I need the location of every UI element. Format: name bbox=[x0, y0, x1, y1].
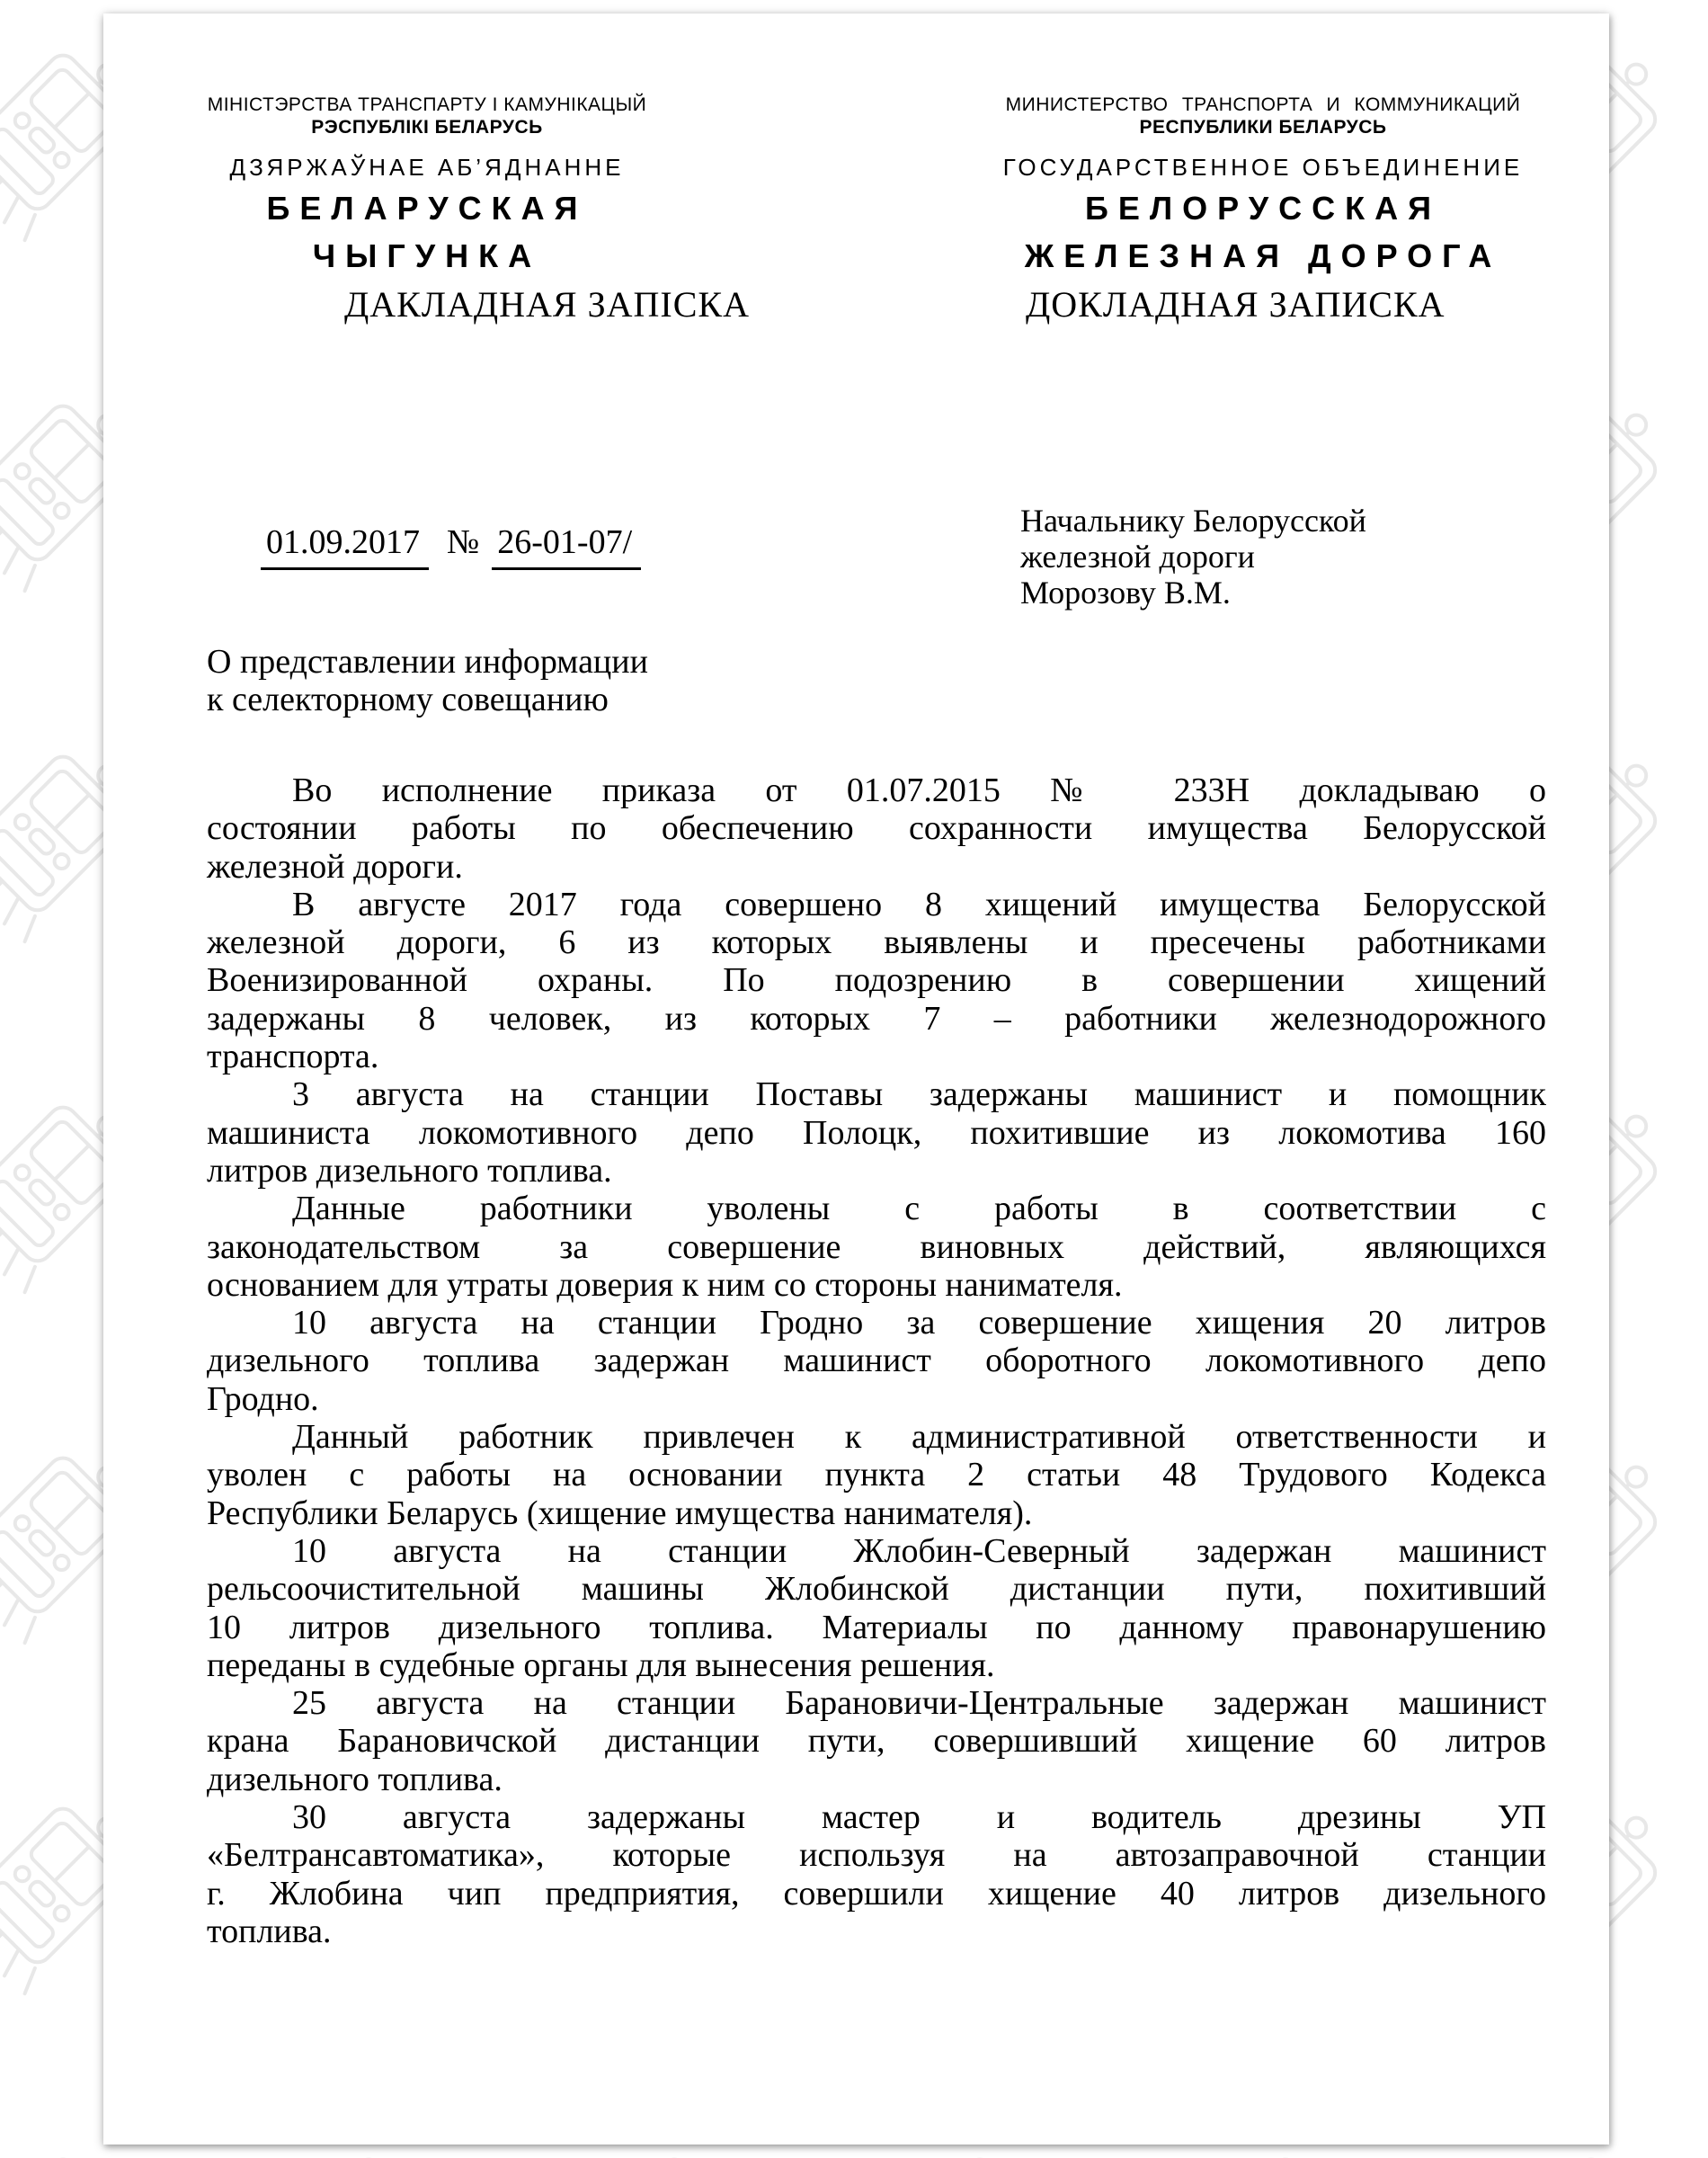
body-line: основанием для утраты доверия к ним со стороны нанимателя. bbox=[207, 1265, 1123, 1304]
body-line: транспорта. bbox=[207, 1038, 379, 1076]
body-line: уволен с работы на основании пункта 2 статьи 48 Трудового Кодекса bbox=[207, 1456, 1546, 1494]
org-type-line: ГОСУДАРСТВЕННОЕ ОБЪЕДИНЕНИЕ bbox=[1002, 153, 1524, 181]
addressee-line: Начальнику Белорусской bbox=[1020, 503, 1366, 539]
body-line: крана Барановичской дистанции пути, совершивший хищение 60 литров bbox=[207, 1722, 1546, 1761]
addressee-line: Морозову В.М. bbox=[1020, 575, 1231, 611]
subject-line: к селекторному совещанию bbox=[207, 681, 609, 718]
subject-line: О представлении информации bbox=[207, 643, 648, 681]
doc-type-title-belarusian: ДАКЛАДНАЯ ЗАПІСКА bbox=[344, 284, 750, 325]
body-line: законодательством за совершение виновных действий, являющихся bbox=[207, 1227, 1546, 1266]
body-line: 3 августа на станции Поставы задержаны машинист и помощник bbox=[292, 1075, 1546, 1114]
body-line: рельсоочистительной машины Жлобинской дистанции пути, похитивший bbox=[207, 1570, 1546, 1609]
body-line: дизельного топлива. bbox=[207, 1760, 503, 1798]
body-line: машиниста локомотивного депо Полоцк, похитившие из локомотива 160 bbox=[207, 1113, 1546, 1152]
letterhead-russian bbox=[989, 94, 1537, 276]
body-line: Военизированной охраны. По подозрению в совершении хищений bbox=[207, 961, 1546, 1000]
date-value: 01.09.2017 bbox=[261, 522, 429, 570]
body-line: Данные работники уволены с работы в соответствии с bbox=[292, 1190, 1546, 1228]
org-name-line: БЕЛОРУССКАЯ bbox=[1085, 190, 1441, 227]
number-value: 26-01-07/ bbox=[492, 522, 641, 570]
body-line: Во исполнение приказа от 01.07.2015 № 233Н докладываю о bbox=[292, 771, 1546, 809]
body-line: 30 августа задержаны мастер и водитель дрезины УП bbox=[292, 1798, 1546, 1837]
body-line: литров дизельного топлива. bbox=[207, 1151, 612, 1190]
org-type-line: ДЗЯРЖАЎНАЕ АБ’ЯДНАННЕ bbox=[229, 153, 625, 181]
ministry-country-line: РЕСПУБЛИКИ БЕЛАРУСЬ bbox=[1139, 116, 1387, 138]
org-name-line: ЖЕЛЕЗНАЯ ДОРОГА bbox=[1024, 237, 1502, 275]
body-line: Республики Беларусь (хищение имущества нанимателя). bbox=[207, 1494, 1033, 1532]
body-line: железной дороги, 6 из которых выявлены и пресечены работниками bbox=[207, 923, 1546, 962]
body-line: 10 августа на станции Жлобин-Северный задержан машинист bbox=[292, 1531, 1546, 1570]
number-sign: № bbox=[447, 523, 480, 561]
body-line: Гродно. bbox=[207, 1379, 319, 1418]
subject-block bbox=[207, 643, 648, 718]
body-line: 10 литров дизельного топлива. Материалы по данному правонарушению bbox=[207, 1608, 1546, 1646]
body-line: железной дороги. bbox=[207, 847, 463, 886]
body-line: 25 августа на станции Барановичи-Центральные задержан машинист bbox=[292, 1684, 1546, 1723]
body-line: В августе 2017 года совершено 8 хищений имущества Белорусской bbox=[292, 885, 1546, 923]
org-name-line: ЧЫГУНКА bbox=[312, 237, 542, 275]
ministry-line: МИНИСТЕРСТВО ТРАНСПОРТА И КОММУНИКАЦИЙ bbox=[1005, 94, 1521, 115]
body-line: состоянии работы по обеспечению сохранности имущества Белорусской bbox=[207, 809, 1546, 848]
body-line: 10 августа на станции Гродно за совершение хищения 20 литров bbox=[292, 1304, 1546, 1342]
body bbox=[207, 771, 1546, 1950]
date-number-line bbox=[261, 522, 641, 570]
addressee-block bbox=[1020, 503, 1366, 611]
body-line: переданы в судебные органы для вынесения решения. bbox=[207, 1645, 995, 1684]
body-line: «Белтрансавтоматика», которые используя на автозаправочной станции bbox=[207, 1836, 1546, 1875]
body-line: Данный работник привлечен к административной ответственности и bbox=[292, 1418, 1546, 1457]
body-line: г. Жлобина чип предприятия, совершили хищение 40 литров дизельного bbox=[207, 1874, 1546, 1913]
body-line: дизельного топлива задержан машинист оборотного локомотивного депо bbox=[207, 1342, 1546, 1380]
addressee-line: железной дороги bbox=[1020, 539, 1255, 575]
ministry-country-line: РЭСПУБЛІКІ БЕЛАРУСЬ bbox=[311, 116, 543, 138]
letterhead-belarusian bbox=[175, 94, 679, 276]
document-page bbox=[103, 13, 1609, 2145]
body-line: топлива. bbox=[207, 1912, 332, 1950]
org-name-line: БЕЛАРУСКАЯ bbox=[266, 190, 588, 227]
doc-type-title-russian: ДОКЛАДНАЯ ЗАПИСКА bbox=[1026, 284, 1446, 325]
ministry-line: МІНІСТЭРСТВА ТРАНСПАРТУ І КАМУНІКАЦЫЙ bbox=[207, 94, 647, 115]
body-line: задержаны 8 человек, из которых 7 – работники железнодорожного bbox=[207, 999, 1546, 1038]
